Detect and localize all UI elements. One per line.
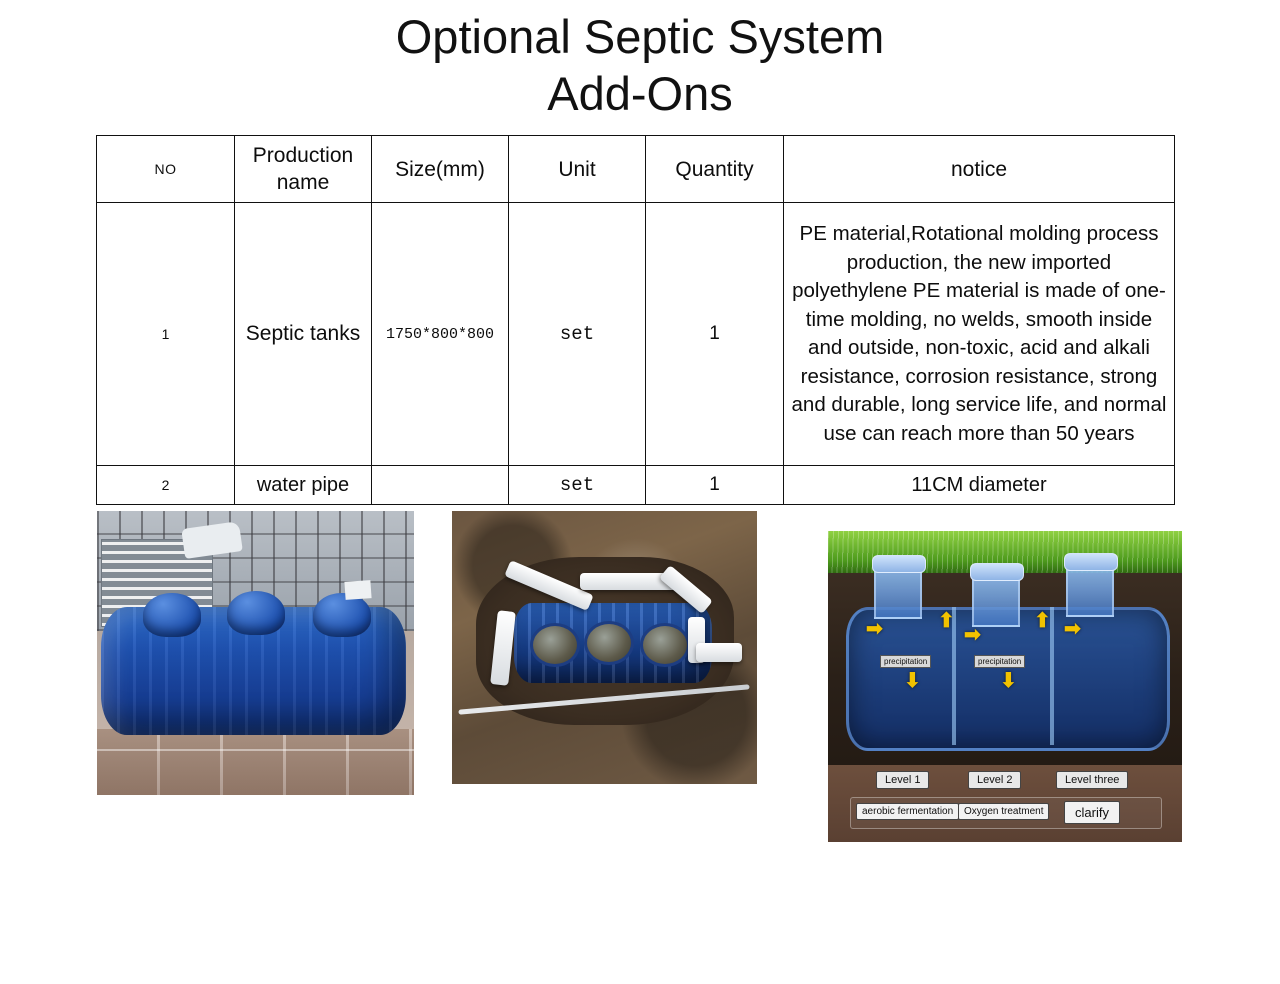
cell-unit-2: set — [509, 466, 646, 505]
arrow-up-icon-1: ⬆ — [938, 610, 955, 632]
arrow-right-icon-1: ➡ — [866, 618, 883, 640]
process-tag-1: aerobic fermentation — [856, 803, 959, 820]
header-unit: Unit — [509, 136, 646, 203]
cell-size-2 — [372, 466, 509, 505]
header-no: NO — [97, 136, 235, 203]
page-title-line-2: Add-Ons — [547, 67, 733, 120]
header-production-name: Production name — [235, 136, 372, 203]
cell-notice-1: PE material,Rotational molding process production, the new imported polyethylene PE material is made of one-time molding, no welds, smooth inside and outside, non-toxic, acid and alkali resistance, corrosion resistance, strong and durable, long service life, and normal use can reach more than 50 years — [784, 203, 1175, 466]
table-row — [97, 203, 1175, 466]
paving-joint-line — [97, 749, 414, 751]
cell-quantity-2: 1 — [646, 466, 784, 505]
diagram-riser-1 — [874, 563, 922, 619]
cell-name-2: water pipe — [235, 466, 372, 505]
photo-septic-cutaway-diagram — [828, 531, 1182, 842]
page-title — [0, 8, 1280, 122]
spec-table — [96, 135, 1175, 505]
photo-tank-on-paving — [97, 511, 414, 795]
cell-unit-1: set — [509, 203, 646, 466]
riser-lid-3 — [1064, 553, 1118, 571]
level-tag-1: Level 1 — [876, 771, 929, 789]
table-row — [97, 466, 1175, 505]
arrow-down-icon-2: ⬇ — [1000, 670, 1017, 692]
cell-no-2: 2 — [97, 466, 235, 505]
riser-lid-1 — [872, 555, 926, 573]
cell-notice-2: 11CM diameter — [784, 466, 1175, 505]
tank-cap-3 — [313, 593, 371, 637]
photo-tank-in-pit — [452, 511, 757, 784]
chamber-tag-1: precipitation — [880, 655, 931, 668]
tank-label-sticker — [344, 580, 371, 600]
diagram-riser-3 — [1066, 561, 1114, 617]
arrow-down-icon-1: ⬇ — [904, 670, 921, 692]
header-size: Size(mm) — [372, 136, 509, 203]
tank-port-3 — [640, 623, 690, 667]
table-header-row — [97, 136, 1175, 203]
paving-ground — [97, 729, 414, 795]
pipe-segment-outlet — [696, 643, 742, 662]
chamber-tag-2: precipitation — [974, 655, 1025, 668]
header-notice: notice — [784, 136, 1175, 203]
tank-port-2 — [584, 621, 634, 665]
riser-lid-2 — [970, 563, 1024, 581]
process-tag-3: clarify — [1064, 801, 1120, 824]
diagram-riser-2 — [972, 571, 1020, 627]
header-quantity: Quantity — [646, 136, 784, 203]
cell-no-1: 1 — [97, 203, 235, 466]
level-tag-2: Level 2 — [968, 771, 1021, 789]
page-title-line-1: Optional Septic System — [395, 10, 885, 63]
process-tag-2: Oxygen treatment — [958, 803, 1049, 820]
tank-cap-1 — [143, 593, 201, 637]
cell-size-1: 1750*800*800 — [372, 203, 509, 466]
level-tag-3: Level three — [1056, 771, 1128, 789]
cell-name-1: Septic tanks — [235, 203, 372, 466]
tank-port-1 — [530, 623, 580, 667]
tank-cap-2 — [227, 591, 285, 635]
arrow-right-icon-3: ➡ — [1064, 618, 1081, 640]
arrow-up-icon-2: ⬆ — [1034, 610, 1051, 632]
arrow-right-icon-2: ➡ — [964, 624, 981, 646]
cell-quantity-1: 1 — [646, 203, 784, 466]
